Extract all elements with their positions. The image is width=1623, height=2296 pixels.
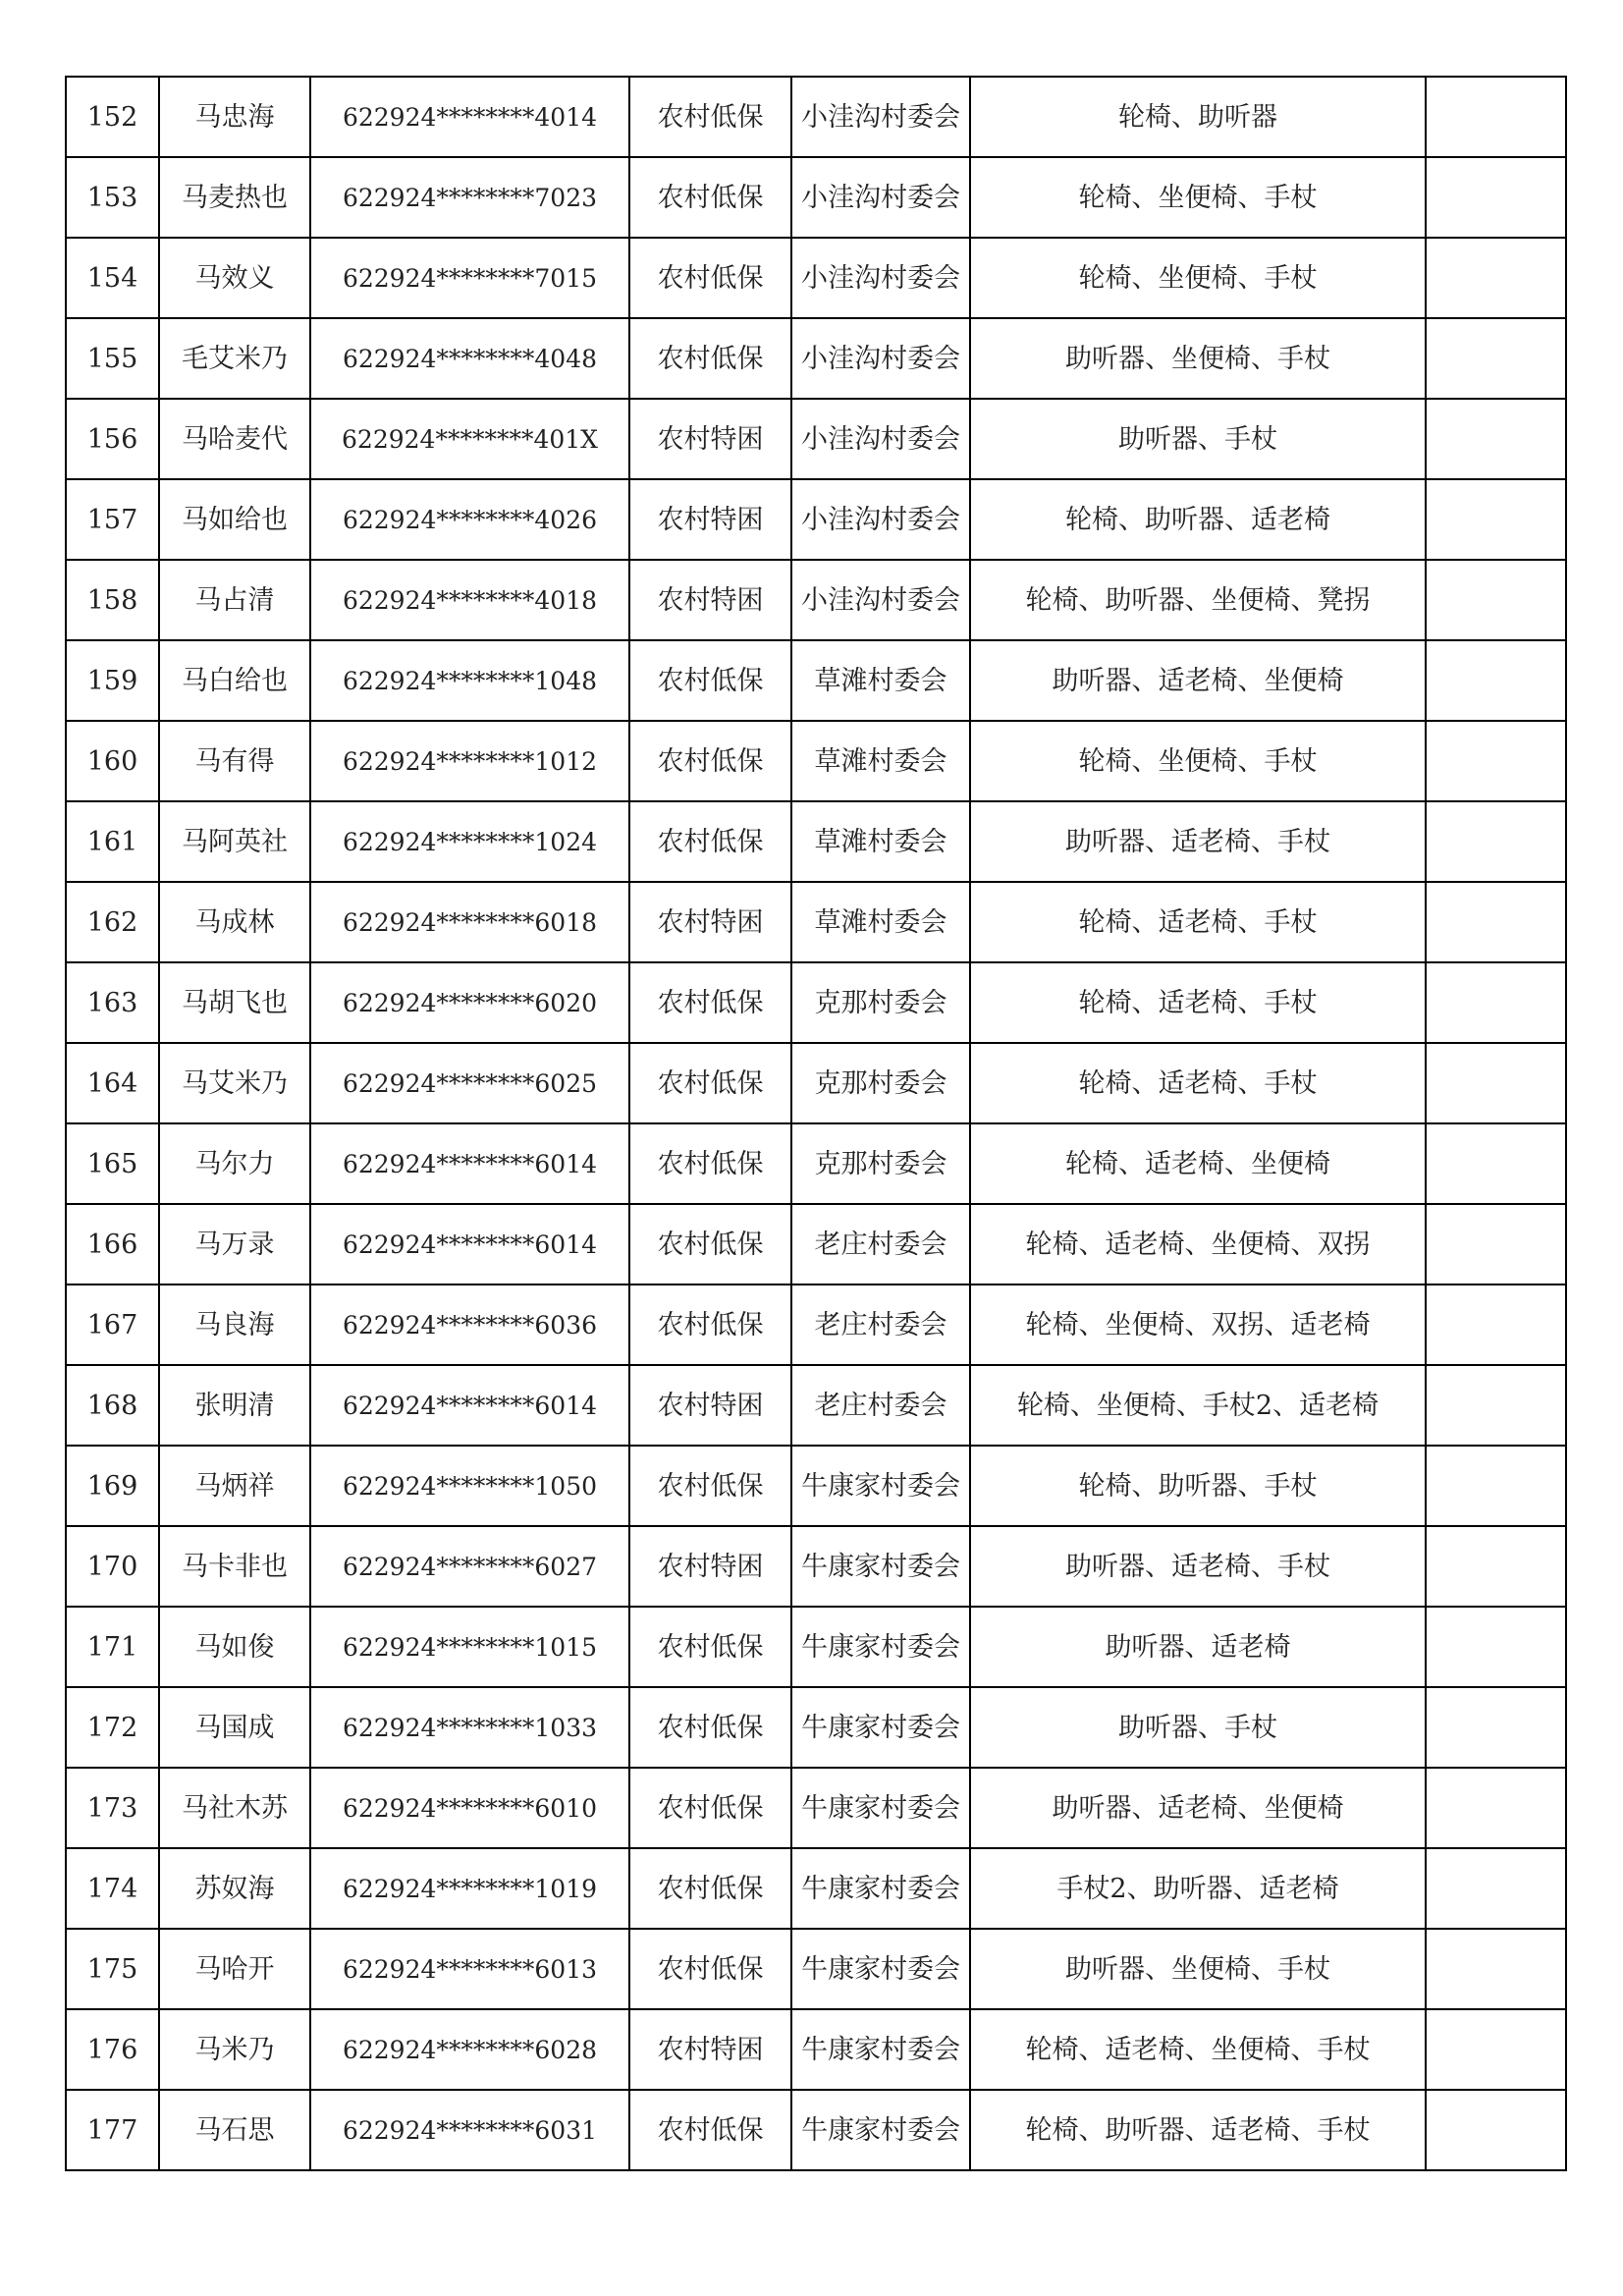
row-number: 170 [66,1526,159,1607]
aid-items: 助听器、适老椅、手杖 [970,801,1426,882]
remarks [1426,721,1566,801]
person-name: 马麦热也 [159,157,310,238]
row-number: 175 [66,1929,159,2009]
aid-items: 轮椅、适老椅、手杖 [970,882,1426,962]
village-committee: 小洼沟村委会 [791,157,970,238]
village-committee: 克那村委会 [791,1123,970,1204]
id-number: 622924********6013 [310,1929,629,2009]
assistance-type: 农村低保 [629,157,791,238]
remarks [1426,1285,1566,1365]
table-row [66,399,1566,479]
row-number: 163 [66,962,159,1043]
id-number: 622924********7015 [310,238,629,318]
id-number: 622924********6025 [310,1043,629,1123]
aid-items: 助听器、适老椅 [970,1607,1426,1687]
village-committee: 草滩村委会 [791,882,970,962]
person-name: 苏奴海 [159,1848,310,1929]
assistance-type: 农村低保 [629,801,791,882]
village-committee: 牛康家村委会 [791,1768,970,1848]
assistance-type: 农村特困 [629,882,791,962]
person-name: 张明清 [159,1365,310,1446]
aid-items: 助听器、适老椅、坐便椅 [970,1768,1426,1848]
id-number: 622924********4014 [310,77,629,157]
remarks [1426,479,1566,560]
table-row [66,1607,1566,1687]
person-name: 马卡非也 [159,1526,310,1607]
table-row [66,157,1566,238]
aid-items: 轮椅、坐便椅、双拐、适老椅 [970,1285,1426,1365]
id-number: 622924********4018 [310,560,629,640]
person-name: 马阿英社 [159,801,310,882]
aid-items: 助听器、适老椅、坐便椅 [970,640,1426,721]
assistance-type: 农村特困 [629,1365,791,1446]
row-number: 157 [66,479,159,560]
row-number: 154 [66,238,159,318]
assistance-type: 农村低保 [629,318,791,399]
remarks [1426,238,1566,318]
village-committee: 牛康家村委会 [791,2090,970,2170]
table-row [66,1285,1566,1365]
village-committee: 老庄村委会 [791,1204,970,1285]
row-number: 172 [66,1687,159,1768]
row-number: 167 [66,1285,159,1365]
aid-items: 轮椅、适老椅、坐便椅 [970,1123,1426,1204]
row-number: 165 [66,1123,159,1204]
assistance-type: 农村低保 [629,1204,791,1285]
aid-items: 手杖2、助听器、适老椅 [970,1848,1426,1929]
row-number: 168 [66,1365,159,1446]
id-number: 622924********6027 [310,1526,629,1607]
assistance-type: 农村低保 [629,1285,791,1365]
village-committee: 克那村委会 [791,1043,970,1123]
remarks [1426,1768,1566,1848]
village-committee: 牛康家村委会 [791,1607,970,1687]
aid-items: 助听器、坐便椅、手杖 [970,318,1426,399]
assistance-type: 农村低保 [629,721,791,801]
id-number: 622924********4026 [310,479,629,560]
remarks [1426,1204,1566,1285]
assistance-type: 农村特困 [629,479,791,560]
table-row [66,801,1566,882]
id-number: 622924********1019 [310,1848,629,1929]
remarks [1426,1848,1566,1929]
remarks [1426,962,1566,1043]
table-row [66,721,1566,801]
assistance-type: 农村低保 [629,1687,791,1768]
person-name: 马占清 [159,560,310,640]
row-number: 166 [66,1204,159,1285]
village-committee: 老庄村委会 [791,1365,970,1446]
person-name: 毛艾米乃 [159,318,310,399]
assistance-type: 农村低保 [629,1446,791,1526]
table-row [66,640,1566,721]
aid-items: 助听器、适老椅、手杖 [970,1526,1426,1607]
table-row [66,479,1566,560]
person-name: 马炳祥 [159,1446,310,1526]
id-number: 622924********1048 [310,640,629,721]
assistance-type: 农村低保 [629,640,791,721]
remarks [1426,2009,1566,2090]
person-name: 马社木苏 [159,1768,310,1848]
aid-items: 助听器、手杖 [970,1687,1426,1768]
table-row [66,1123,1566,1204]
id-number: 622924********6014 [310,1123,629,1204]
village-committee: 牛康家村委会 [791,2009,970,2090]
row-number: 169 [66,1446,159,1526]
village-committee: 草滩村委会 [791,721,970,801]
village-committee: 老庄村委会 [791,1285,970,1365]
remarks [1426,640,1566,721]
person-name: 马哈麦代 [159,399,310,479]
assistance-type: 农村特困 [629,399,791,479]
assistance-type: 农村特困 [629,2009,791,2090]
row-number: 177 [66,2090,159,2170]
assistance-type: 农村低保 [629,77,791,157]
assistance-type: 农村低保 [629,2090,791,2170]
aid-items: 轮椅、坐便椅、手杖 [970,721,1426,801]
aid-items: 轮椅、适老椅、坐便椅、手杖 [970,2009,1426,2090]
id-number: 622924********6014 [310,1204,629,1285]
id-number: 622924********1050 [310,1446,629,1526]
row-number: 173 [66,1768,159,1848]
remarks [1426,1446,1566,1526]
person-name: 马有得 [159,721,310,801]
village-committee: 小洼沟村委会 [791,399,970,479]
village-committee: 牛康家村委会 [791,1929,970,2009]
assistance-type: 农村低保 [629,238,791,318]
id-number: 622924********7023 [310,157,629,238]
village-committee: 小洼沟村委会 [791,77,970,157]
table-row [66,1043,1566,1123]
person-name: 马石思 [159,2090,310,2170]
remarks [1426,77,1566,157]
assistance-type: 农村低保 [629,1123,791,1204]
remarks [1426,1929,1566,2009]
assistance-type: 农村低保 [629,1607,791,1687]
row-number: 152 [66,77,159,157]
village-committee: 牛康家村委会 [791,1446,970,1526]
assistance-type: 农村低保 [629,1043,791,1123]
aid-items: 助听器、手杖 [970,399,1426,479]
remarks [1426,1687,1566,1768]
village-committee: 小洼沟村委会 [791,238,970,318]
aid-items: 轮椅、坐便椅、手杖 [970,157,1426,238]
remarks [1426,1123,1566,1204]
id-number: 622924********401X [310,399,629,479]
person-name: 马万录 [159,1204,310,1285]
id-number: 622924********6028 [310,2009,629,2090]
table-row [66,1768,1566,1848]
id-number: 622924********6031 [310,2090,629,2170]
id-number: 622924********6010 [310,1768,629,1848]
person-name: 马忠海 [159,77,310,157]
row-number: 156 [66,399,159,479]
id-number: 622924********6020 [310,962,629,1043]
row-number: 155 [66,318,159,399]
aid-items: 轮椅、适老椅、手杖 [970,1043,1426,1123]
row-number: 159 [66,640,159,721]
table-row [66,77,1566,157]
table-row [66,2009,1566,2090]
table-row [66,318,1566,399]
aid-items: 轮椅、适老椅、手杖 [970,962,1426,1043]
aid-items: 轮椅、助听器、适老椅、手杖 [970,2090,1426,2170]
table-row [66,962,1566,1043]
table-row [66,1365,1566,1446]
remarks [1426,399,1566,479]
row-number: 164 [66,1043,159,1123]
assistance-type: 农村低保 [629,1929,791,2009]
village-committee: 草滩村委会 [791,801,970,882]
village-committee: 小洼沟村委会 [791,479,970,560]
aid-items: 轮椅、助听器、手杖 [970,1446,1426,1526]
village-committee: 小洼沟村委会 [791,560,970,640]
person-name: 马效义 [159,238,310,318]
id-number: 622924********4048 [310,318,629,399]
assistance-type: 农村低保 [629,1848,791,1929]
person-name: 马如给也 [159,479,310,560]
assistance-type: 农村低保 [629,1768,791,1848]
row-number: 161 [66,801,159,882]
table-body [66,77,1566,2170]
row-number: 171 [66,1607,159,1687]
table-row [66,1526,1566,1607]
person-name: 马如俊 [159,1607,310,1687]
person-name: 马艾米乃 [159,1043,310,1123]
village-committee: 牛康家村委会 [791,1687,970,1768]
table-row [66,2090,1566,2170]
row-number: 153 [66,157,159,238]
id-number: 622924********1015 [310,1607,629,1687]
aid-items: 助听器、坐便椅、手杖 [970,1929,1426,2009]
aid-items: 轮椅、助听器 [970,77,1426,157]
row-number: 158 [66,560,159,640]
village-committee: 牛康家村委会 [791,1526,970,1607]
person-name: 马国成 [159,1687,310,1768]
remarks [1426,1607,1566,1687]
aid-items: 轮椅、助听器、适老椅 [970,479,1426,560]
table-row [66,882,1566,962]
remarks [1426,1365,1566,1446]
remarks [1426,2090,1566,2170]
table-row [66,560,1566,640]
person-name: 马胡飞也 [159,962,310,1043]
person-name: 马米乃 [159,2009,310,2090]
remarks [1426,882,1566,962]
table-row [66,238,1566,318]
table-row [66,1687,1566,1768]
village-committee: 小洼沟村委会 [791,318,970,399]
remarks [1426,1526,1566,1607]
row-number: 162 [66,882,159,962]
remarks [1426,1043,1566,1123]
row-number: 176 [66,2009,159,2090]
row-number: 174 [66,1848,159,1929]
aid-items: 轮椅、坐便椅、手杖2、适老椅 [970,1365,1426,1446]
remarks [1426,801,1566,882]
person-name: 马成林 [159,882,310,962]
id-number: 622924********1024 [310,801,629,882]
aid-items: 轮椅、助听器、坐便椅、凳拐 [970,560,1426,640]
id-number: 622924********6018 [310,882,629,962]
assistance-type: 农村特困 [629,1526,791,1607]
table-row [66,1204,1566,1285]
assistance-type: 农村低保 [629,962,791,1043]
row-number: 160 [66,721,159,801]
person-name: 马白给也 [159,640,310,721]
id-number: 622924********6014 [310,1365,629,1446]
remarks [1426,318,1566,399]
village-committee: 牛康家村委会 [791,1848,970,1929]
assistance-type: 农村特困 [629,560,791,640]
person-name: 马哈开 [159,1929,310,2009]
remarks [1426,157,1566,238]
id-number: 622924********1012 [310,721,629,801]
recipient-table [65,76,1567,2171]
aid-items: 轮椅、适老椅、坐便椅、双拐 [970,1204,1426,1285]
person-name: 马良海 [159,1285,310,1365]
id-number: 622924********1033 [310,1687,629,1768]
remarks [1426,560,1566,640]
id-number: 622924********6036 [310,1285,629,1365]
aid-items: 轮椅、坐便椅、手杖 [970,238,1426,318]
village-committee: 草滩村委会 [791,640,970,721]
village-committee: 克那村委会 [791,962,970,1043]
table-row [66,1848,1566,1929]
person-name: 马尔力 [159,1123,310,1204]
table-row [66,1929,1566,2009]
table-row [66,1446,1566,1526]
